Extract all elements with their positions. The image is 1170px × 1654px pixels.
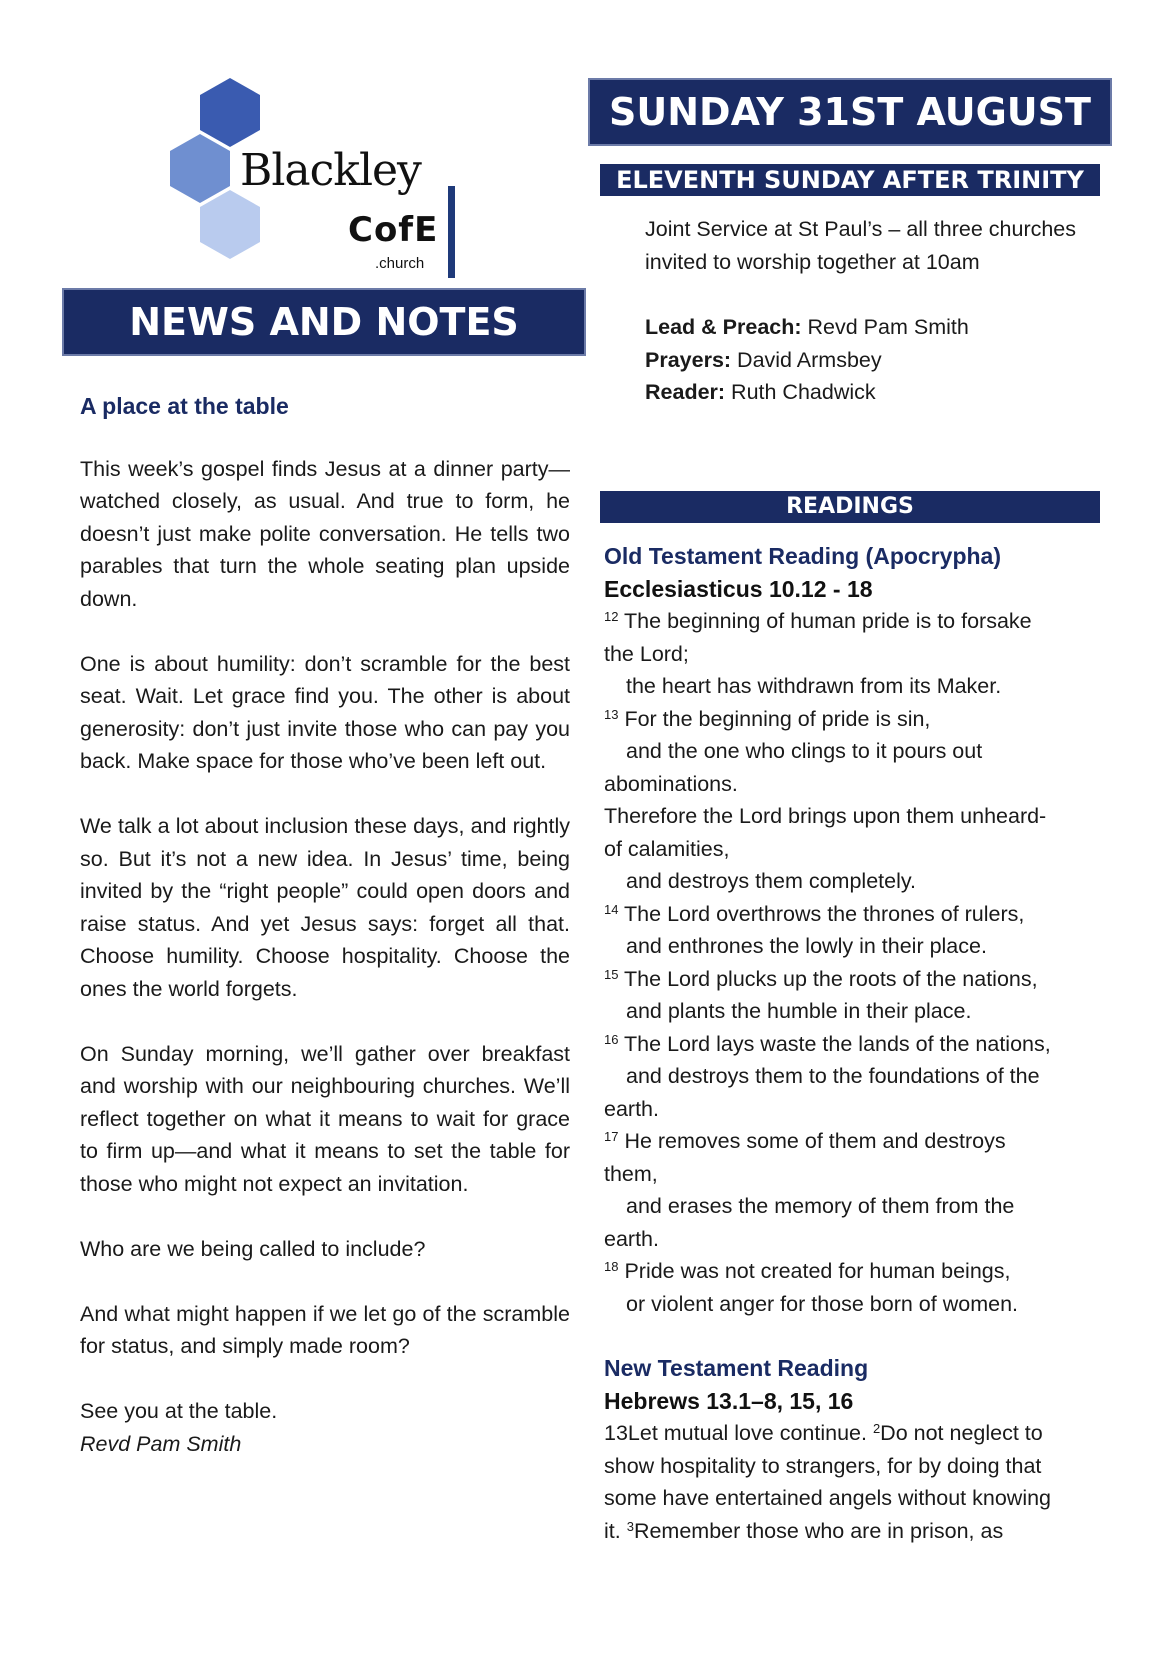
role-name: David Armsbey <box>731 347 882 372</box>
verse-text: some have entertained angels without knowing <box>604 1486 1052 1510</box>
ot-heading: Old Testament Reading (Apocrypha) <box>604 543 1002 569</box>
service-description: Joint Service at St Paul’s – all three churches invited to worship together at 10am <box>645 217 1077 274</box>
logo-wordmark: Blackley <box>240 145 421 196</box>
verse-line <box>604 670 1104 703</box>
church-logo <box>170 78 470 278</box>
verse-number: 2 <box>872 1421 881 1436</box>
verse-text: the Lord; <box>604 641 689 666</box>
verse-line <box>604 898 1104 931</box>
verse-line <box>604 605 1104 638</box>
role-name: Revd Pam Smith <box>801 315 969 339</box>
verse-line <box>604 1255 1104 1288</box>
nt-heading: New Testament Reading <box>604 1355 869 1381</box>
verse-text: earth. <box>604 1096 659 1121</box>
article-paragraph: And what might happen if we let go of the scramble for status, and simply made room? <box>80 1301 570 1358</box>
verse-line <box>604 800 1104 833</box>
verse-text: and enthrones the lowly in their place. <box>626 934 987 958</box>
nt-text <box>604 1417 1104 1547</box>
verse-text: and destroys them completely. <box>626 869 916 893</box>
verse-number: 3 <box>626 1518 634 1534</box>
service-info <box>645 213 1085 409</box>
role-label: Lead & Preach: <box>645 315 802 339</box>
article-paragraph: This week’s gospel finds Jesus at a dinner party—watched closely, as usual. And true to form, he doesn’t just make polite conversation. He tells two parables that turn the whole seating plan upside down. <box>80 456 570 611</box>
verse-text: show hospitality to strangers, for by doing that <box>604 1453 1042 1478</box>
verse-text: The beginning of human pride is to forsake <box>618 609 1032 633</box>
verse-line <box>604 1223 1104 1256</box>
article-closing: See you at the table. <box>80 1399 278 1423</box>
verse-text: the heart has withdrawn from its Maker. <box>626 674 1002 698</box>
nt-reference: Hebrews 13.1–8, 15, 16 <box>604 1387 854 1414</box>
verse-text: and destroys them to the foundations of the <box>626 1064 1040 1088</box>
article-paragraph: On Sunday morning, we’ll gather over breakfast and worship with our neighbouring churches. We’ll reflect together on what it means to wait for grace to firm up—and what it means to set the table for those who might not expect an invitation. <box>80 1041 570 1196</box>
verse-line <box>604 1125 1104 1158</box>
verse-line <box>604 995 1104 1028</box>
verse-line <box>604 1450 1104 1483</box>
verse-text: Therefore the Lord brings upon them unheard- <box>604 804 1047 828</box>
verse-line <box>604 865 1104 898</box>
verse-line <box>604 1482 1104 1515</box>
ot-text <box>604 605 1104 1320</box>
verse-line <box>604 1028 1104 1061</box>
verse-number: 14 <box>604 901 619 917</box>
service-roles <box>645 311 1085 409</box>
verse-text: For the beginning of pride is sin, <box>618 706 931 731</box>
verse-text: abominations. <box>604 771 738 796</box>
ot-reference: Ecclesiasticus 10.12 - 18 <box>604 575 873 602</box>
verse-line <box>604 1158 1104 1191</box>
verse-number: 15 <box>604 966 619 982</box>
logo-accent-bar <box>448 186 455 278</box>
verse-line <box>604 735 1104 768</box>
role-line <box>645 344 1085 377</box>
article-heading: A place at the table <box>80 393 289 419</box>
verse-line <box>604 963 1104 996</box>
verse-text: Pride was not created for human beings, <box>618 1259 1011 1283</box>
news-banner: NEWS AND NOTES <box>62 288 586 356</box>
article-signature: Revd Pam Smith <box>80 1431 242 1456</box>
verse-line <box>604 703 1104 736</box>
verse-line <box>604 1515 1104 1548</box>
verse-text: of calamities, <box>604 836 730 861</box>
verse-text: or violent anger for those born of women. <box>626 1291 1018 1316</box>
verse-text: them, <box>604 1161 658 1186</box>
verse-number: 12 <box>604 609 619 624</box>
logo-suffix: .church <box>375 255 425 272</box>
verse-text: Do not neglect to <box>880 1421 1043 1445</box>
verse-text: and the one who clings to it pours out <box>626 739 983 763</box>
role-name: Ruth Chadwick <box>725 380 876 404</box>
verse-text: Remember those who are in prison, as <box>633 1518 1004 1543</box>
verse-text: 13Let mutual love continue. <box>604 1421 873 1445</box>
readings-section <box>604 540 1104 1547</box>
verse-text: and erases the memory of them from the <box>626 1194 1015 1218</box>
verse-line <box>604 768 1104 801</box>
verse-text: and plants the humble in their place. <box>626 999 972 1023</box>
role-line <box>645 311 1085 344</box>
verse-line <box>604 1060 1104 1093</box>
verse-line <box>604 1093 1104 1126</box>
role-line <box>645 376 1085 409</box>
role-label: Reader: <box>645 380 726 404</box>
verse-number: 13 <box>604 706 619 722</box>
verse-text: The Lord plucks up the roots of the nations, <box>618 966 1038 991</box>
verse-number: 18 <box>604 1259 619 1274</box>
liturgical-subtitle: ELEVENTH SUNDAY AFTER TRINITY <box>600 164 1100 196</box>
verse-line <box>604 930 1104 963</box>
verse-line <box>604 1288 1104 1321</box>
verse-text: He removes some of them and destroys <box>618 1129 1006 1153</box>
verse-line <box>604 1190 1104 1223</box>
article-paragraph: We talk a lot about inclusion these days, and rightly so. But it’s not a new idea. In Jesus’ time, being invited by the “right people” could open doors and raise status. And yet Jesus says: forget all that. Choose humility. Choose hospitality. Choose the ones the world forgets. <box>80 814 570 1001</box>
verse-line <box>604 1417 1104 1450</box>
role-label: Prayers: <box>645 347 732 372</box>
verse-text: The Lord lays waste the lands of the nations, <box>618 1031 1051 1056</box>
readings-banner: READINGS <box>600 491 1100 523</box>
verse-text: it. <box>604 1518 627 1543</box>
verse-number: 17 <box>604 1129 619 1144</box>
logo-cofe: CofE <box>348 210 439 250</box>
date-banner: SUNDAY 31ST AUGUST <box>588 78 1112 146</box>
verse-text: earth. <box>604 1226 659 1251</box>
verse-line <box>604 833 1104 866</box>
verse-number: 16 <box>604 1031 619 1047</box>
verse-line <box>604 638 1104 671</box>
article-paragraph: One is about humility: don’t scramble for the best seat. Wait. Let grace find you. The other is about generosity: don’t just invite those who can pay you back. Make space for those who’ve been left out. <box>80 651 570 773</box>
verse-text: The Lord overthrows the thrones of rulers, <box>618 901 1025 926</box>
article-paragraph: Who are we being called to include? <box>80 1236 426 1261</box>
article <box>80 390 570 1460</box>
